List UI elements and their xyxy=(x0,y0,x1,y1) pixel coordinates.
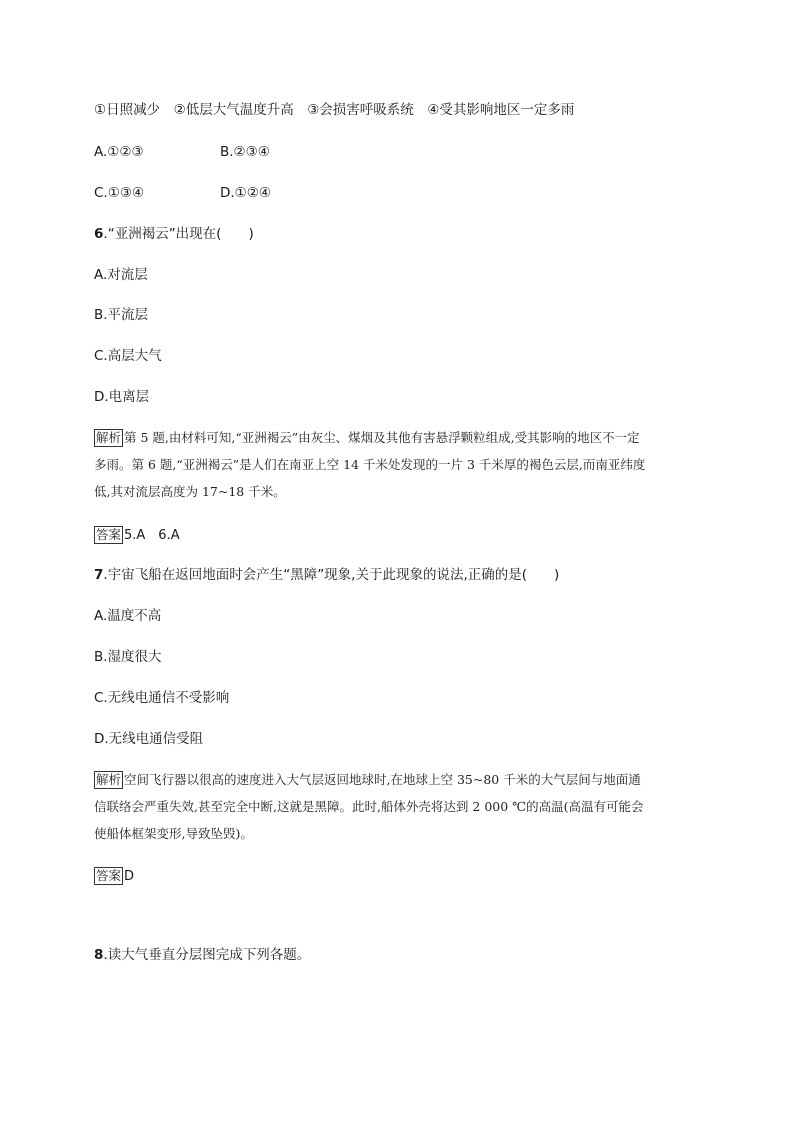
answer-text: 5.A 6.A xyxy=(124,528,180,543)
analysis-line: 使船体框架变形,导致坠毁)。 xyxy=(94,826,253,841)
q5-option-b: B.②③④ xyxy=(220,144,270,160)
q8-number: 8 xyxy=(94,947,104,963)
analysis-block-2 xyxy=(94,769,700,845)
analysis-line: 第 5 题,由材料可知,“亚洲褐云”由灰尘、煤烟及其他有害悬浮颗粒组成,受其影响的地区不一定 xyxy=(124,430,640,445)
q6-option-c: C.高层大气 xyxy=(94,348,162,364)
analysis-block-1 xyxy=(94,427,700,503)
answer-tag: 答案 xyxy=(96,868,122,883)
q7-stem xyxy=(94,566,559,584)
analysis-line: 空间飞行器以很高的速度进入大气层返回地球时,在地球上空 35~80 千米的大气层间与地面通 xyxy=(124,772,641,787)
q5-statements: ①日照减少 ②低层大气温度升高 ③会损害呼吸系统 ④受其影响地区一定多雨 xyxy=(94,102,575,118)
analysis-tag: 解析 xyxy=(96,772,122,787)
answer-block-2 xyxy=(94,867,134,886)
q7-number: 7 xyxy=(94,567,104,583)
q7-option-d: D.无线电通信受阻 xyxy=(94,731,204,747)
analysis-tag: 解析 xyxy=(96,430,122,445)
q5-option-c: C.①③④ xyxy=(94,185,145,201)
q5-option-a: A.①②③ xyxy=(94,144,144,160)
q5-option-d: D.①②④ xyxy=(220,185,271,201)
q6-number: 6 xyxy=(94,226,104,242)
q7-option-a: A.温度不高 xyxy=(94,608,162,624)
q7-option-c: C.无线电通信不受影响 xyxy=(94,690,230,706)
q8-stem-text: .读大气垂直分层图完成下列各题。 xyxy=(103,947,311,963)
answer-tag: 答案 xyxy=(96,527,122,542)
answer-block-1 xyxy=(94,526,180,545)
answer-text: D xyxy=(124,869,135,884)
q7-option-b: B.湿度很大 xyxy=(94,649,162,665)
q6-option-d: D.电离层 xyxy=(94,389,150,405)
analysis-line: 多雨。第 6 题,“亚洲褐云”是人们在南亚上空 14 千米处发现的一片 3 千米厚的褐色云层,而南亚纬度 xyxy=(94,457,646,472)
q7-stem-text: .宇宙飞船在返回地面时会产生“黑障”现象,关于此现象的说法,正确的是( ) xyxy=(103,567,560,583)
q6-option-b: B.平流层 xyxy=(94,307,149,323)
q6-option-a: A.对流层 xyxy=(94,267,148,283)
q8-stem xyxy=(94,946,310,964)
q5-options-row-2 xyxy=(94,184,394,202)
analysis-line: 低,其对流层高度为 17~18 千米。 xyxy=(94,484,286,499)
q5-options-row-1 xyxy=(94,143,394,161)
analysis-line: 信联络会严重失效,甚至完全中断,这就是黑障。此时,船体外壳将达到 2 000 ℃的高温(高温有可能会 xyxy=(94,799,644,814)
q6-stem xyxy=(94,225,254,243)
q6-stem-text: .“亚洲褐云”出现在( ) xyxy=(103,226,254,242)
